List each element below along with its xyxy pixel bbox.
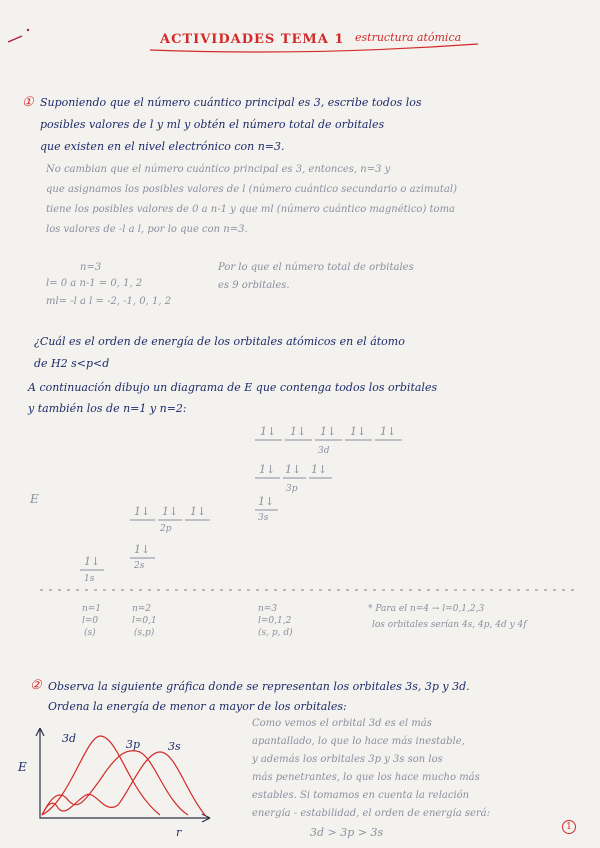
question-1-line: que existen en el nivel electrónico con n=3. — [40, 140, 285, 153]
note-line: * Para el n=4 → l=0,1,2,3 — [368, 604, 485, 614]
electron-pair-3d: 1↓ — [260, 425, 277, 438]
electron-pair-3d: 1↓ — [290, 425, 307, 438]
answer-1-line: los valores de -l a l, por lo que con n=3. — [46, 224, 248, 235]
graph-y-label: E — [18, 760, 27, 774]
column-n3: l=0,1,2 — [258, 616, 292, 626]
electron-pair-3p: 1↓ — [311, 463, 328, 476]
curve-label-3p: 3p — [126, 738, 141, 751]
orbital-label-3s: 3s — [258, 513, 269, 523]
curve-label-3d: 3d — [62, 732, 77, 745]
question-1-line: Suponiendo que el número cuántico principal es 3, escribe todos los — [40, 96, 422, 109]
question-2-line: Observa la siguiente gráfica donde se representan los orbitales 3s, 3p y 3d. — [48, 680, 470, 693]
graph-x-label: r — [176, 826, 182, 839]
energy-order: 3d > 3p > 3s — [310, 826, 384, 839]
orbital-label-1s: 1s — [84, 574, 95, 584]
answer-2-line: Como vemos el orbital 3d es el más — [252, 718, 432, 729]
orbital-label-3d: 3d — [318, 446, 330, 456]
electron-pair-3p: 1↓ — [259, 463, 276, 476]
question-1b-line: ¿Cuál es el orden de energía de los orbitales atómicos en el átomo — [34, 335, 405, 348]
answer-2-line: más penetrantes, lo que los hace mucho más — [252, 772, 480, 783]
orbital-label-2p: 2p — [160, 524, 172, 534]
column-n2: (s,p) — [134, 628, 155, 638]
answer-2-line: energía - estabilidad, el orden de energía será: — [252, 808, 490, 819]
answer-1-line: tiene los posibles valores de 0 a n-1 y que ml (número cuántico magnético) toma — [46, 204, 456, 215]
electron-pair-2p: 1↓ — [190, 505, 207, 518]
value-ml: ml= -l a l = -2, -1, 0, 1, 2 — [46, 296, 172, 307]
answer-2-line: y además los orbitales 3p y 3s son los — [252, 754, 443, 765]
orbital-label-2s: 2s — [134, 561, 145, 571]
electron-pair-3d: 1↓ — [380, 425, 397, 438]
electron-pair-2p: 1↓ — [134, 505, 151, 518]
column-n3: n=3 — [258, 604, 278, 614]
column-n2: n=2 — [132, 604, 152, 614]
answer-2-line: estables. Si tomamos en cuenta la relación — [252, 790, 470, 801]
value-n: n=3 — [80, 262, 102, 273]
column-n1: (s) — [84, 628, 96, 638]
page-subtitle: estructura atómica — [355, 31, 462, 44]
question-1b-line: A continuación dibujo un diagrama de E que contenga todos los orbitales — [28, 381, 438, 394]
question-1-number: ① — [22, 95, 34, 110]
page-title: ACTIVIDADES TEMA 1 — [160, 32, 345, 47]
note-line: los orbitales serían 4s, 4p, 4d y 4f — [372, 620, 527, 630]
column-n1: l=0 — [82, 616, 99, 626]
column-n1: n=1 — [82, 604, 102, 614]
curve-label-3s: 3s — [168, 740, 181, 753]
electron-pair-3p: 1↓ — [285, 463, 302, 476]
answer-1-line: No cambian que el número cuántico principal es 3, entonces, n=3 y — [46, 164, 391, 175]
electron-pair-3s: 1↓ — [258, 495, 275, 508]
electron-pair-2s: 1↓ — [134, 543, 151, 556]
energy-axis-label: E — [30, 492, 39, 506]
question-1-line: posibles valores de l y ml y obtén el número total de orbitales — [40, 118, 385, 131]
result-line: es 9 orbitales. — [218, 280, 290, 291]
answer-2-line: apantallado, lo que lo hace más inestable, — [252, 736, 465, 747]
question-2-number: ② — [30, 678, 42, 693]
electron-pair-1s: 1↓ — [84, 555, 101, 568]
question-2-line: Ordena la energía de menor a mayor de los orbitales: — [48, 700, 347, 713]
orbital-label-3p: 3p — [286, 484, 298, 494]
question-1b-line: de H2 s<p<d — [34, 357, 110, 370]
column-n3: (s, p, d) — [258, 628, 293, 638]
electron-pair-3d: 1↓ — [320, 425, 337, 438]
question-1b-line: y también los de n=1 y n=2: — [28, 402, 187, 415]
result-line: Por lo que el número total de orbitales — [218, 262, 414, 273]
column-n2: l=0,1 — [132, 616, 157, 626]
electron-pair-2p: 1↓ — [162, 505, 179, 518]
value-l: l= 0 a n-1 = 0, 1, 2 — [46, 278, 143, 289]
page-number: 1 — [562, 820, 576, 834]
electron-pair-3d: 1↓ — [350, 425, 367, 438]
answer-1-line: que asignamos los posibles valores de l (número cuántico secundario o azimutal) — [46, 184, 457, 195]
